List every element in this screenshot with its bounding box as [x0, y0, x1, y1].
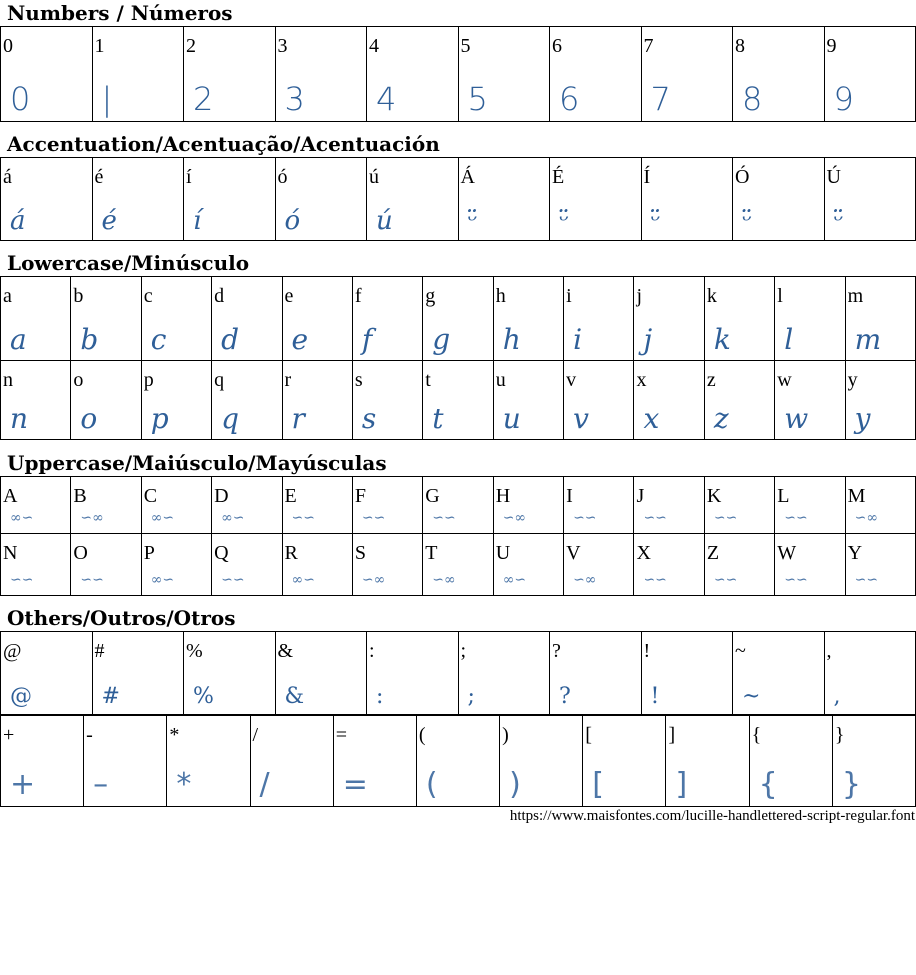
- glyph-sample: 7: [650, 80, 671, 118]
- glyph-sample: !: [650, 684, 660, 709]
- glyph-cell: [353, 277, 423, 361]
- glyph-sample: h: [502, 323, 521, 356]
- glyph-cell: [1, 716, 84, 807]
- glyph-label: D: [214, 485, 229, 507]
- uppercase-grid-row1: [0, 476, 916, 534]
- glyph-cell: [642, 632, 734, 715]
- glyph-label: v: [566, 369, 577, 391]
- glyph-label: a: [3, 285, 12, 307]
- glyph-cell: [846, 277, 916, 361]
- glyph-label: ,: [826, 640, 832, 662]
- glyph-cell: [423, 361, 493, 440]
- glyph-label: *: [169, 724, 180, 746]
- glyph-sample: {: [758, 767, 778, 802]
- glyph-label: É: [552, 166, 565, 188]
- glyph-sample: ∽∽: [713, 510, 738, 526]
- glyph-sample: ∽∽: [80, 572, 104, 588]
- glyph-label: K: [706, 485, 722, 507]
- glyph-cell: [494, 477, 564, 534]
- glyph-label: 9: [826, 35, 837, 57]
- glyph-cell: [666, 716, 749, 807]
- glyph-sample: ᵕ̈: [650, 206, 661, 236]
- glyph-label: 1: [94, 35, 105, 57]
- glyph-cell: [750, 716, 833, 807]
- glyph-cell: [71, 277, 141, 361]
- glyph-label: ~: [735, 640, 746, 662]
- glyph-label: W: [777, 542, 797, 564]
- glyph-sample: #: [101, 684, 120, 709]
- glyph-sample: á: [10, 206, 26, 236]
- glyph-cell: [1, 277, 71, 361]
- glyph-sample: ∽∽: [432, 510, 456, 526]
- glyph-label: Q: [214, 542, 229, 564]
- glyph-label: j: [636, 285, 643, 307]
- glyph-cell: [642, 158, 734, 241]
- glyph-sample: a: [10, 323, 27, 356]
- glyph-sample: o: [80, 402, 98, 435]
- glyph-cell: [276, 632, 368, 715]
- glyph-sample: 9: [833, 80, 854, 118]
- glyph-label: 7: [643, 35, 654, 57]
- glyph-sample: *: [176, 767, 192, 802]
- glyph-label: L: [777, 485, 790, 507]
- glyph-cell: [459, 632, 551, 715]
- glyph-cell: [550, 27, 642, 122]
- glyph-label: 4: [369, 35, 379, 57]
- glyph-cell: [846, 361, 916, 440]
- glyph-sample: 8: [742, 80, 763, 118]
- glyph-label: P: [143, 542, 155, 564]
- glyph-label: 6: [552, 35, 562, 57]
- glyph-sample: v: [573, 402, 589, 435]
- glyph-label: N: [3, 542, 18, 564]
- others-grid-row2: [0, 715, 916, 807]
- glyph-label: n: [3, 369, 13, 391]
- section-title-numbers: Numbers / Números: [7, 1, 233, 25]
- glyph-label: f: [354, 285, 362, 307]
- glyph-sample: j: [643, 323, 653, 356]
- glyph-cell: [283, 477, 353, 534]
- glyph-label: y: [847, 369, 858, 391]
- glyph-sample: i: [573, 323, 583, 356]
- others-grid-row1: [0, 631, 916, 715]
- glyph-label: Z: [706, 542, 720, 564]
- glyph-sample: d: [221, 323, 240, 356]
- glyph-sample: ∽∽: [784, 572, 808, 588]
- glyph-cell: [367, 632, 459, 715]
- glyph-sample: ∽∽: [361, 510, 386, 526]
- glyph-sample: ∽∽: [221, 572, 245, 588]
- glyph-cell: [459, 158, 551, 241]
- glyph-cell: [142, 277, 212, 361]
- glyph-label: é: [94, 166, 104, 188]
- glyph-sample: ∽∞: [432, 572, 456, 588]
- glyph-sample: g: [432, 323, 451, 356]
- glyph-sample: ᵕ̈: [742, 206, 753, 236]
- glyph-cell: [634, 277, 704, 361]
- glyph-cell: [251, 716, 334, 807]
- glyph-cell: [353, 477, 423, 534]
- glyph-label: J: [636, 485, 645, 507]
- glyph-sample: ?: [559, 684, 571, 709]
- glyph-cell: [775, 361, 845, 440]
- glyph-label: &: [277, 640, 294, 662]
- glyph-cell: [564, 277, 634, 361]
- glyph-cell: [212, 477, 282, 534]
- glyph-label: (: [418, 724, 426, 746]
- glyph-label: 8: [735, 35, 745, 57]
- lowercase-grid-row1: [0, 276, 916, 361]
- glyph-cell: [71, 534, 141, 596]
- glyph-sample: w: [784, 402, 809, 435]
- glyph-cell: [634, 534, 704, 596]
- glyph-sample: ∽∽: [573, 510, 597, 526]
- glyph-cell: [167, 716, 250, 807]
- glyph-label: ó: [277, 166, 288, 188]
- glyph-cell: [825, 632, 916, 715]
- glyph-sample: t: [432, 402, 444, 435]
- glyph-cell: [184, 27, 276, 122]
- glyph-label: V: [566, 542, 581, 564]
- glyph-sample: e: [291, 323, 309, 356]
- glyph-sample: ∞∽: [221, 510, 245, 526]
- glyph-sample: l: [784, 323, 794, 356]
- glyph-sample: ∽∽: [784, 510, 808, 526]
- glyph-label: e: [284, 285, 294, 307]
- glyph-label: %: [186, 640, 203, 662]
- glyph-cell: [353, 534, 423, 596]
- glyph-sample: y: [854, 402, 871, 435]
- glyph-cell: [733, 632, 825, 715]
- glyph-sample: z: [713, 402, 729, 435]
- glyph-label: k: [706, 285, 717, 307]
- glyph-cell: [367, 158, 459, 241]
- glyph-sample: |: [101, 80, 113, 118]
- glyph-sample: ó: [284, 206, 301, 236]
- glyph-cell: [417, 716, 500, 807]
- glyph-label: @: [3, 640, 22, 662]
- glyph-sample: @: [10, 684, 32, 709]
- glyph-label: Ó: [735, 166, 750, 188]
- glyph-label: ]: [668, 724, 676, 746]
- glyph-label: q: [214, 369, 225, 391]
- glyph-cell: [367, 27, 459, 122]
- glyph-sample: x: [643, 402, 660, 435]
- glyph-sample: [: [592, 767, 604, 802]
- glyph-sample: ∽∽: [643, 510, 667, 526]
- glyph-sample: ∽∞: [361, 572, 386, 588]
- glyph-label: Y: [847, 542, 863, 564]
- glyph-sample: q: [221, 402, 240, 435]
- glyph-sample: ∞∽: [150, 510, 175, 526]
- glyph-cell: [733, 158, 825, 241]
- glyph-sample: ∞∽: [10, 510, 34, 526]
- glyph-label: b: [73, 285, 84, 307]
- glyph-label: ): [502, 724, 509, 746]
- glyph-sample: (: [425, 767, 438, 802]
- glyph-cell: [423, 477, 493, 534]
- glyph-sample: 3: [284, 80, 305, 118]
- glyph-cell: [212, 361, 282, 440]
- glyph-sample: k: [713, 323, 731, 356]
- glyph-label: G: [425, 485, 440, 507]
- glyph-label: 0: [3, 35, 13, 57]
- glyph-label: d: [214, 285, 225, 307]
- glyph-label: B: [73, 485, 87, 507]
- glyph-cell: [634, 361, 704, 440]
- glyph-label: X: [636, 542, 651, 564]
- glyph-label: 3: [277, 35, 288, 57]
- accentuation-grid: [0, 157, 916, 241]
- section-title-accentuation: Accentuation/Acentuação/Acentuación: [7, 132, 440, 156]
- uppercase-grid-row2: [0, 534, 916, 596]
- glyph-cell: [642, 27, 734, 122]
- glyph-sample: b: [80, 323, 99, 356]
- glyph-label: M: [847, 485, 866, 507]
- glyph-label: c: [143, 285, 153, 307]
- section-title-others: Others/Outros/Otros: [7, 606, 236, 630]
- glyph-sample: =: [342, 767, 368, 802]
- glyph-sample: ᵕ̈: [833, 206, 844, 236]
- glyph-cell: [283, 534, 353, 596]
- glyph-sample: í: [193, 206, 202, 236]
- glyph-sample: r: [291, 402, 305, 435]
- glyph-label: ú: [369, 166, 379, 188]
- glyph-cell: [494, 534, 564, 596]
- lowercase-grid-row2: [0, 361, 916, 440]
- glyph-cell: [705, 361, 775, 440]
- glyph-cell: [276, 158, 368, 241]
- glyph-sample: ∽∽: [713, 572, 738, 588]
- glyph-sample: /: [259, 767, 270, 802]
- glyph-sample: 2: [193, 80, 214, 118]
- glyph-sample: ∽∞: [854, 510, 879, 526]
- glyph-sample: ): [509, 767, 521, 802]
- glyph-sample: –: [93, 767, 109, 802]
- glyph-cell: [500, 716, 583, 807]
- glyph-cell: [775, 477, 845, 534]
- glyph-sample: +: [10, 767, 36, 802]
- glyph-label: -: [86, 724, 93, 746]
- glyph-cell: [1, 361, 71, 440]
- glyph-cell: [334, 716, 417, 807]
- glyph-label: =: [335, 724, 347, 746]
- glyph-label: z: [706, 369, 716, 391]
- glyph-label: F: [354, 485, 367, 507]
- glyph-sample: ∽∽: [854, 572, 879, 588]
- glyph-label: S: [354, 542, 367, 564]
- section-title-lowercase: Lowercase/Minúsculo: [7, 251, 250, 275]
- glyph-label: Á: [460, 166, 475, 188]
- glyph-sample: ∽∽: [291, 510, 315, 526]
- glyph-label: 5: [460, 35, 471, 57]
- glyph-sample: f: [361, 323, 373, 356]
- glyph-label: R: [284, 542, 298, 564]
- glyph-sample: ∽∞: [573, 572, 597, 588]
- glyph-cell: [494, 277, 564, 361]
- glyph-cell: [142, 477, 212, 534]
- glyph-cell: [564, 477, 634, 534]
- glyph-cell: [583, 716, 666, 807]
- glyph-label: #: [94, 640, 105, 662]
- numbers-grid: [0, 26, 916, 122]
- glyph-cell: [1, 632, 93, 715]
- glyph-label: T: [425, 542, 438, 564]
- glyph-cell: [353, 361, 423, 440]
- glyph-cell: [833, 716, 916, 807]
- glyph-cell: [705, 534, 775, 596]
- glyph-cell: [459, 27, 551, 122]
- glyph-cell: [184, 632, 276, 715]
- glyph-cell: [283, 277, 353, 361]
- glyph-label: m: [847, 285, 864, 307]
- glyph-sample: ᵕ̈: [467, 206, 478, 236]
- glyph-cell: [212, 534, 282, 596]
- glyph-cell: [423, 277, 493, 361]
- glyph-sample: ∽∞: [502, 510, 527, 526]
- glyph-label: U: [495, 542, 511, 564]
- glyph-sample: ∞∽: [150, 572, 175, 588]
- glyph-sample: m: [854, 323, 882, 356]
- glyph-sample: n: [10, 402, 29, 435]
- glyph-label: s: [354, 369, 363, 391]
- glyph-cell: [276, 27, 368, 122]
- glyph-sample: ∽∽: [643, 572, 667, 588]
- glyph-cell: [71, 361, 141, 440]
- glyph-sample: %: [193, 684, 214, 709]
- glyph-cell: [1, 158, 93, 241]
- footer-url[interactable]: https://www.maisfontes.com/lucille-handlettered-script-regular.font: [509, 808, 915, 824]
- glyph-sample: ∽∽: [10, 572, 34, 588]
- glyph-sample: 4: [376, 80, 397, 118]
- glyph-cell: [184, 158, 276, 241]
- glyph-sample: p: [150, 402, 169, 435]
- glyph-label: ?: [552, 640, 561, 662]
- glyph-label: O: [73, 542, 88, 564]
- glyph-label: ;: [460, 640, 467, 662]
- glyph-cell: [634, 477, 704, 534]
- glyph-cell: [775, 534, 845, 596]
- glyph-cell: [705, 477, 775, 534]
- glyph-cell: [705, 277, 775, 361]
- glyph-cell: [93, 158, 185, 241]
- glyph-cell: [550, 158, 642, 241]
- glyph-label: /: [252, 724, 259, 746]
- glyph-label: l: [777, 285, 783, 307]
- glyph-label: {: [751, 724, 762, 746]
- glyph-sample: ∞∽: [502, 572, 527, 588]
- glyph-cell: [550, 632, 642, 715]
- glyph-label: Í: [643, 166, 651, 188]
- glyph-label: g: [425, 285, 436, 307]
- glyph-label: E: [284, 485, 297, 507]
- glyph-label: i: [566, 285, 572, 307]
- glyph-cell: [71, 477, 141, 534]
- glyph-cell: [142, 534, 212, 596]
- glyph-label: [: [585, 724, 592, 746]
- glyph-label: p: [143, 369, 154, 391]
- glyph-label: á: [3, 166, 12, 188]
- section-title-uppercase: Uppercase/Maiúsculo/Mayúsculas: [7, 451, 387, 475]
- glyph-sample: ]: [675, 767, 688, 802]
- glyph-cell: [283, 361, 353, 440]
- glyph-sample: 6: [559, 80, 580, 118]
- glyph-cell: [1, 477, 71, 534]
- glyph-label: r: [284, 369, 292, 391]
- glyph-label: :: [369, 640, 375, 662]
- glyph-cell: [1, 534, 71, 596]
- glyph-label: u: [495, 369, 506, 391]
- glyph-label: x: [636, 369, 647, 391]
- glyph-cell: [93, 632, 185, 715]
- glyph-sample: ~: [742, 684, 761, 709]
- glyph-label: h: [495, 285, 506, 307]
- glyph-sample: u: [502, 402, 521, 435]
- glyph-cell: [84, 716, 167, 807]
- glyph-cell: [564, 361, 634, 440]
- glyph-cell: [142, 361, 212, 440]
- glyph-cell: [423, 534, 493, 596]
- glyph-label: !: [643, 640, 651, 662]
- glyph-label: t: [425, 369, 431, 391]
- glyph-label: }: [834, 724, 845, 746]
- glyph-cell: [825, 158, 916, 241]
- glyph-label: A: [3, 485, 18, 507]
- glyph-sample: }: [841, 767, 861, 802]
- glyph-cell: [846, 534, 916, 596]
- glyph-cell: [494, 361, 564, 440]
- glyph-sample: ,: [833, 684, 841, 709]
- glyph-label: H: [495, 485, 511, 507]
- glyph-sample: s: [361, 402, 377, 435]
- glyph-label: +: [3, 724, 15, 746]
- glyph-cell: [93, 27, 185, 122]
- glyph-label: Ú: [826, 166, 841, 188]
- glyph-label: C: [143, 485, 158, 507]
- glyph-cell: [564, 534, 634, 596]
- glyph-sample: ;: [467, 684, 475, 709]
- glyph-sample: ú: [376, 206, 393, 236]
- glyph-label: o: [73, 369, 84, 391]
- glyph-label: 2: [186, 35, 196, 57]
- glyph-sample: 0: [10, 80, 31, 118]
- glyph-sample: ∽∞: [80, 510, 104, 526]
- glyph-cell: [1, 27, 93, 122]
- glyph-cell: [775, 277, 845, 361]
- glyph-cell: [733, 27, 825, 122]
- glyph-sample: ∞∽: [291, 572, 315, 588]
- glyph-label: w: [777, 369, 792, 391]
- glyph-sample: &: [284, 684, 305, 709]
- glyph-label: í: [186, 166, 192, 188]
- glyph-cell: [846, 477, 916, 534]
- glyph-label: I: [566, 485, 573, 507]
- glyph-sample: 5: [467, 80, 488, 118]
- glyph-sample: c: [150, 323, 167, 356]
- glyph-cell: [212, 277, 282, 361]
- glyph-cell: [825, 27, 916, 122]
- glyph-sample: é: [101, 206, 117, 236]
- glyph-sample: :: [376, 684, 384, 709]
- glyph-sample: ᵕ̈: [559, 206, 570, 236]
